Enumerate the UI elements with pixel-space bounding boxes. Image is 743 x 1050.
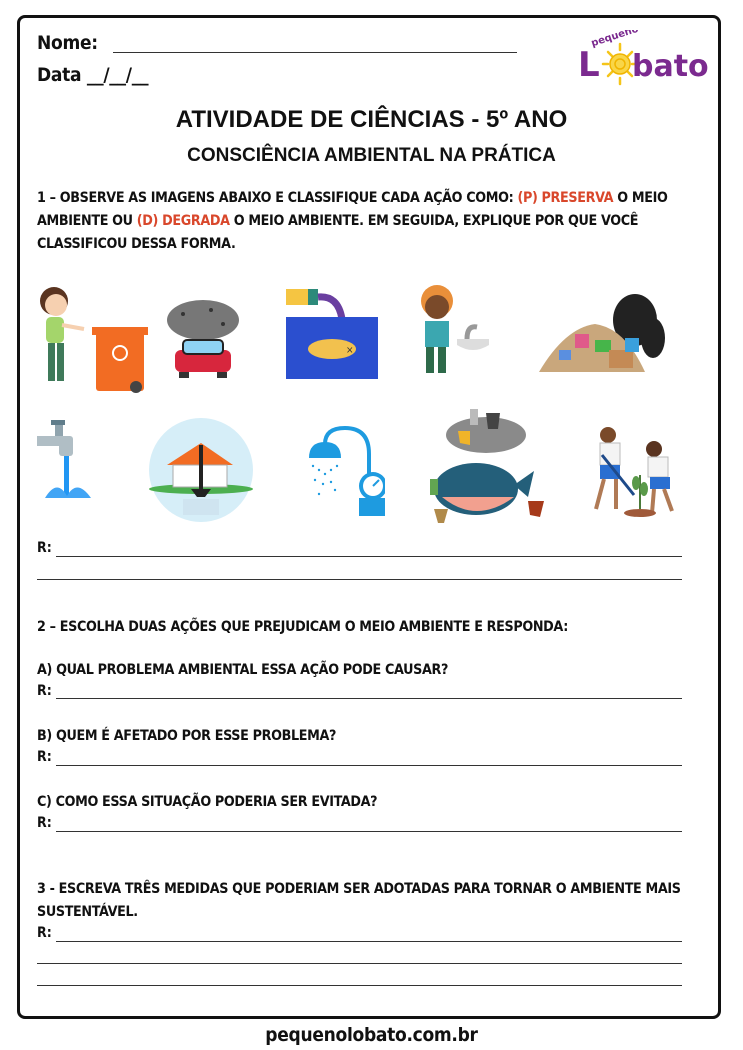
- q1-answer-line-2[interactable]: [37, 579, 682, 580]
- q2c-answer-line[interactable]: [56, 831, 682, 832]
- question-2b: B) QUEM É AFETADO POR ESSE PROBLEMA?: [37, 728, 337, 744]
- question-1: [37, 187, 707, 256]
- footer-url: pequenolobato.com.br: [265, 1024, 478, 1046]
- q3-answer-line-2[interactable]: [37, 963, 682, 964]
- q1-text-a: 1 – OBSERVE AS IMAGENS ABAIXO E CLASSIFIQUE CADA AÇÃO COMO:: [37, 190, 518, 206]
- q2b-answer-label: R:: [37, 749, 52, 765]
- garbage-pile-image: [535, 288, 665, 382]
- q1-text-c: O MEIO AMBIENTE. EM SEGUIDA, EXPLIQUE POR QUE VOCÊ CLASSIFICOU DESSA FORMA.: [37, 213, 639, 252]
- date-label: Data __/__/__: [37, 64, 149, 86]
- q2a-answer-line[interactable]: [56, 698, 682, 699]
- page-title: ATIVIDADE DE CIÊNCIAS - 5º ANO: [175, 106, 568, 133]
- svg-text:pequeno: pequeno: [589, 30, 640, 50]
- page-subtitle: CONSCIÊNCIA AMBIENTAL NA PRÁTICA: [187, 145, 556, 166]
- logo-icon: [570, 30, 710, 90]
- q3-answer-line-1[interactable]: [56, 941, 682, 942]
- date-field[interactable]: [37, 64, 148, 86]
- q3-answer-line-3[interactable]: [37, 985, 682, 986]
- q1-answer-line-1[interactable]: [56, 556, 682, 557]
- question-2c: C) COMO ESSA SITUAÇÃO PODERIA SER EVITADA?: [37, 794, 378, 810]
- boy-brushing-teeth-image: [413, 283, 493, 382]
- q2b-answer-line[interactable]: [56, 765, 682, 766]
- rainwater-harvesting-image: [147, 415, 255, 529]
- q3-answer-label: R:: [37, 925, 52, 941]
- name-line: [113, 52, 517, 53]
- q2a-answer-label: R:: [37, 683, 52, 699]
- shower-timer-image: [305, 424, 385, 523]
- svg-text:bato: bato: [632, 49, 709, 84]
- question-3: 3 - ESCREVA TRÊS MEDIDAS QUE PODERIAM SER ADOTADAS PARA TORNAR O AMBIENTE MAIS SUSTENTÁVEL.: [37, 881, 681, 920]
- polluted-whale-image: [430, 405, 552, 531]
- preserve-label: (P) PRESERVA: [517, 190, 614, 206]
- q2c-answer-label: R:: [37, 815, 52, 831]
- degrade-label: (D) DEGRADA: [136, 213, 230, 229]
- pequeno-lobato-logo: [570, 30, 710, 90]
- children-planting-image: [572, 425, 688, 524]
- question-2: 2 – ESCOLHA DUAS AÇÕES QUE PREJUDICAM O MEIO AMBIENTE E RESPONDA:: [37, 619, 568, 635]
- name-field[interactable]: [37, 32, 98, 54]
- q1-text-b: O MEIO AMBIENTE OU: [37, 190, 668, 229]
- girl-recycling-image: [36, 283, 148, 399]
- car-pollution-image: [163, 298, 243, 387]
- q1-answer-label: R:: [37, 540, 52, 556]
- polluted-water-image: [286, 287, 378, 383]
- question-2a: A) QUAL PROBLEMA AMBIENTAL ESSA AÇÃO PODE CAUSAR?: [37, 662, 449, 678]
- svg-text:×: ×: [346, 345, 354, 356]
- name-label: Nome:: [37, 32, 98, 54]
- svg-text:L: L: [578, 45, 600, 85]
- running-tap-image: [37, 418, 97, 507]
